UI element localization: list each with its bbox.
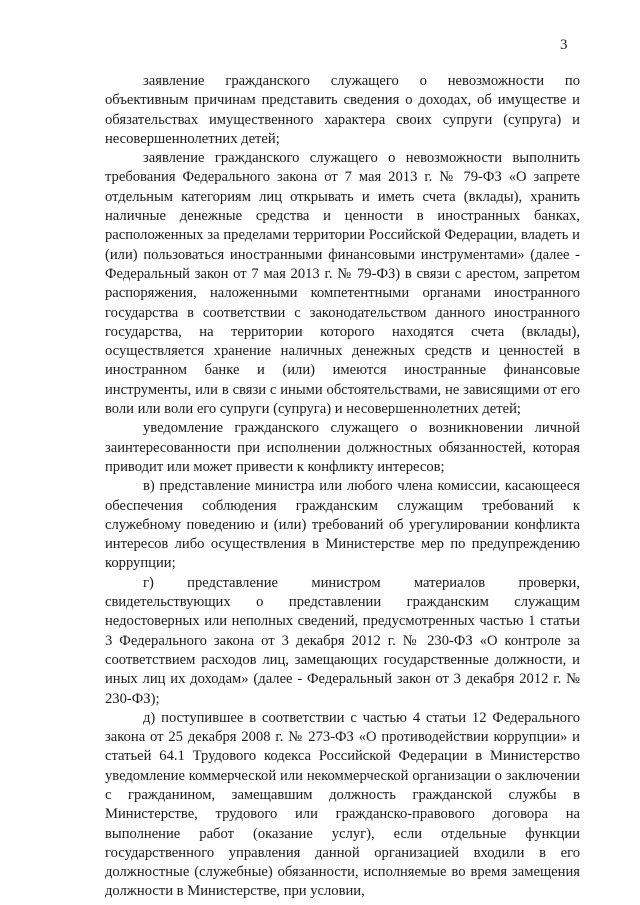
paragraph-conflict-notification: уведомление гражданского служащего о возникновении личной заинтересованности при исполнении должностных обязанностей, которая приводит или может привести к конфликту интересов; [105,420,580,475]
document-body [105,72,580,902]
paragraph-item-g: г) представление министром материалов проверки, свидетельствующих о представлении гражданским служащим недостоверных или неполных сведений, предусмотренных частью 1 статьи 3 Федерального закона от 3 декабря 2012 г. № 230-ФЗ «О контроле за соответствием расходов лиц, замещающих государственные должности, и иных лиц их доходам» (далее - Федеральный закон от 3 декабря 2012 г. № 230-ФЗ); [105,574,580,707]
page-number: 3 [560,37,568,53]
paragraph-income-statement-impossibility: заявление гражданского служащего о невозможности по объективным причинам представить сведения о доходах, об имуществе и обязательствах имущественного характера своих супруги (супруга) и несовершеннолетних детей; [105,73,580,147]
paragraph-item-d: д) поступившее в соответствии с частью 4 статьи 12 Федерального закона от 25 декабря 2008 г. № 273-ФЗ «О противодействии коррупции» и статьей 64.1 Трудового кодекса Российской Федерации в Министерство уведомление коммерческой или некоммерческой организации о заключении с гражданином, замещавшим должность гражданской службы в Министерстве, трудового или гражданско-правового договора на выполнение работ (оказание услуг), если отдельные функции государственного управления данной организацией входили в его должностные (служебные) обязанности, исполняемые во время замещения должности в Министерстве, при условии, [105,709,580,900]
paragraph-item-v: в) представление министра или любого члена комиссии, касающееся обеспечения соблюдения гражданским служащим требований к служебному поведению и (или) требований об урегулировании конфликта интересов либо осуществления в Министерстве мер по предупреждению коррупции; [105,478,580,572]
paragraph-79fz-impossibility: заявление гражданского служащего о невозможности выполнить требования Федерального закона от 7 мая 2013 г. № 79-ФЗ «О запрете отдельным категориям лиц открывать и иметь счета (вклады), хранить наличные денежные средства и ценности в иностранных банках, расположенных за пределами территории Российской Федерации, владеть и (или) пользоваться иностранными финансовыми инструментами» (далее - Федеральный закон от 7 мая 2013 г. № 79-ФЗ) в связи с арестом, запретом распоряжения, наложенными компетентными органами иностранного государства в соответствии с законодательством данного иностранного государства, на территории которого находятся счета (вклады), осуществляется хранение наличных денежных средств и ценностей в иностранном банке и (или) имеются иностранные финансовые инструменты, или в связи с иными обстоятельствами, не зависящими от его воли или воли его супруги (супруга) и несовершеннолетних детей; [105,150,580,418]
